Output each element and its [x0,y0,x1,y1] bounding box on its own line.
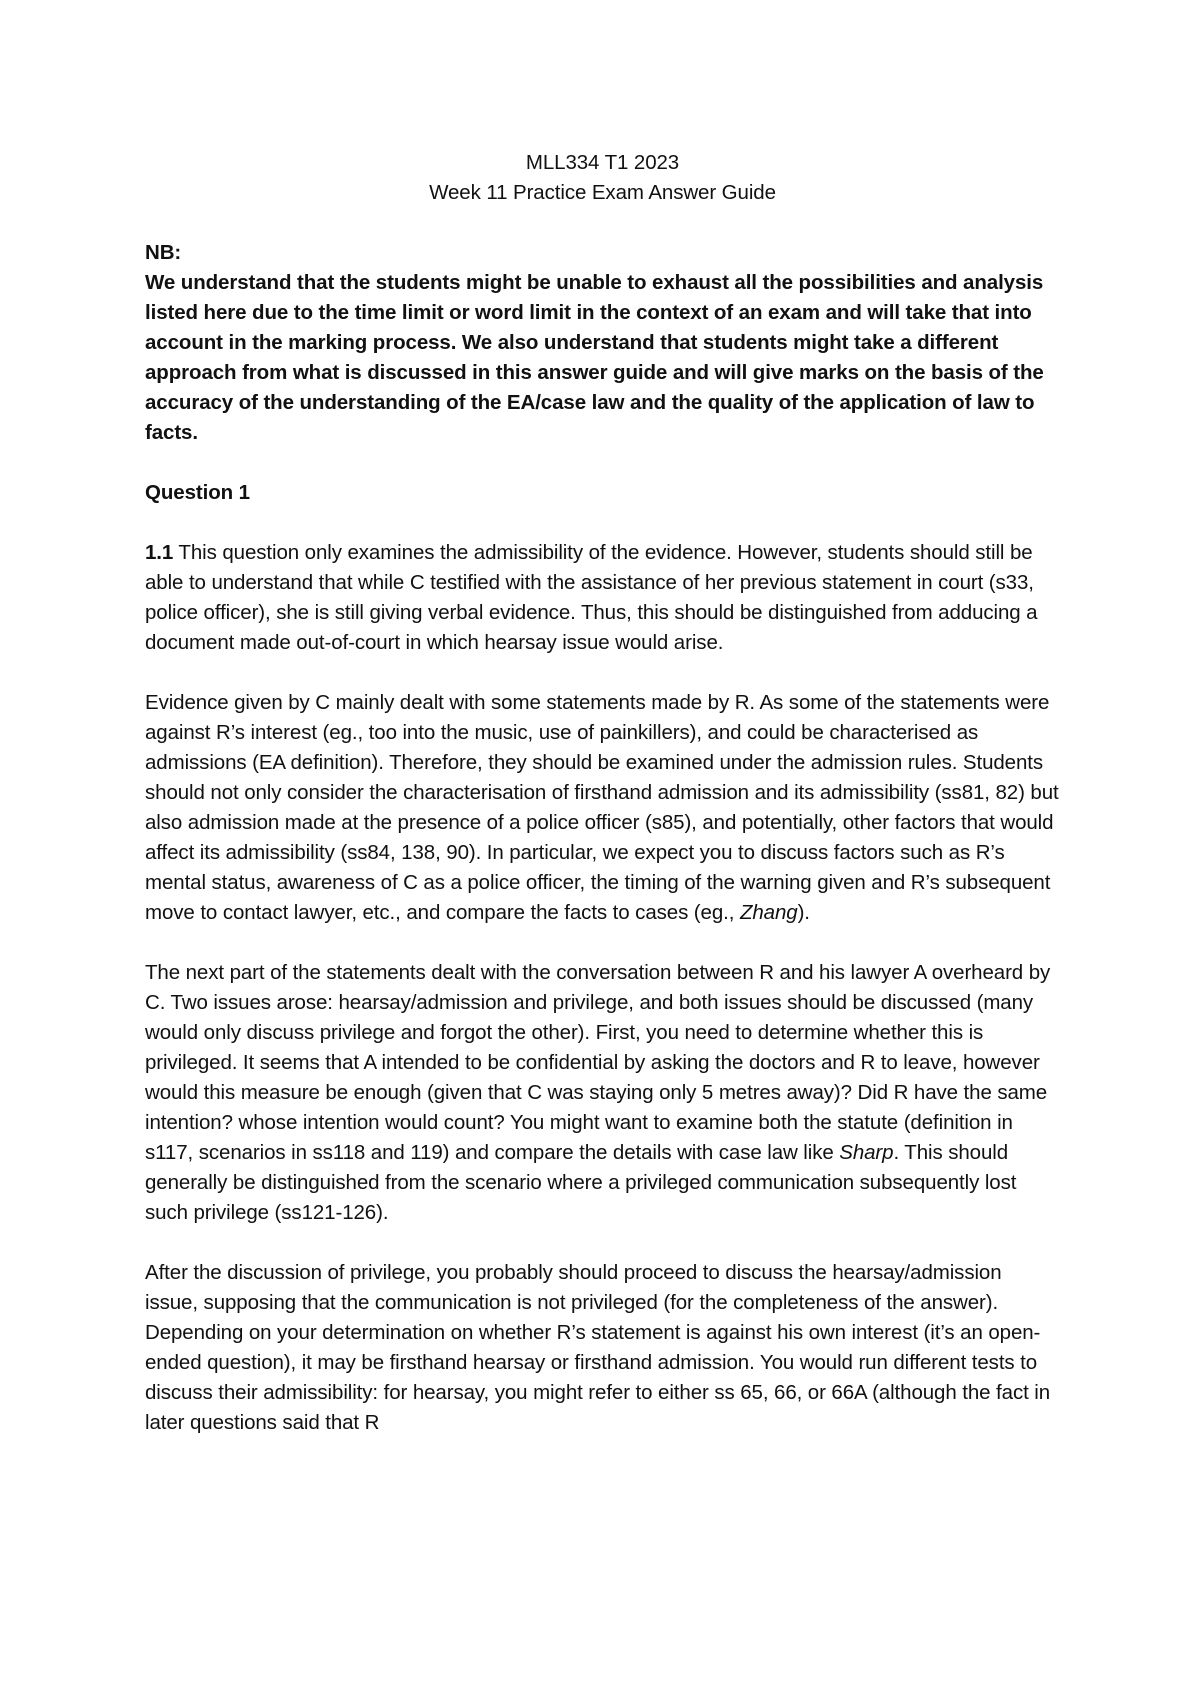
nb-text: We understand that the students might be unable to exhaust all the possibilities and analysis listed here due to the time limit or word limit in the context of an exam and will take that into account in the marking process. We also understand that students might take a different approach from what is discussed in this answer guide and will give marks on the basis of the accuracy of the understanding of the EA/case law and the quality of the application of law to facts. [145,271,1044,444]
paragraph-1-1 [145,538,1060,658]
paragraph-admissions-text: Evidence given by C mainly dealt with some statements made by R. As some of the statements were against R’s interest (eg., too into the music, use of painkillers), and could be characterised as admissions (EA definition). Therefore, they should be examined under the admission rules. Students should not only consider the characterisation of firsthand admission and its admissibility (ss81, 82) but also admission made at the presence of a police officer (s85), and potentially, other factors that would affect its admissibility (ss84, 138, 90). In particular, we expect you to discuss factors such as R’s mental status, awareness of C as a police officer, the timing of the warning given and R’s subsequent move to contact lawyer, etc., and compare the facts to cases (eg., [145,691,1059,924]
question-number-1-1: 1.1 [145,541,174,564]
course-code-title: MLL334 T1 2023 [525,151,680,174]
question-1-heading: Question 1 [145,481,250,504]
paragraph-privilege [145,958,1060,1228]
paragraph-1-1-text: This question only examines the admissibility of the evidence. However, students should still be able to understand that while C testified with the assistance of her previous statement in court (s33, police officer), she is still giving verbal evidence. Thus, this should be distinguished from adducing a document made out-of-court in which hearsay issue would arise. [145,541,1038,654]
paragraph-privilege-text: The next part of the statements dealt with the conversation between R and his lawyer A overheard by C. Two issues arose: hearsay/admission and privilege, and both issues should be discussed (many would only discuss privilege and forgot the other). First, you need to determine whether this is privileged. It seems that A intended to be confidential by asking the doctors and R to leave, however would this measure be enough (given that C was staying only 5 metres away)? Did R have the same intention? whose intention would count? You might want to examine both the statute (definition in s117, scenarios in ss118 and 119) and compare the details with case law like [145,961,1051,1164]
document-title: Week 11 Practice Exam Answer Guide [429,181,776,204]
case-name-zhang: Zhang [739,901,798,924]
case-name-sharp: Sharp [839,1141,894,1164]
document-header [145,148,1060,208]
paragraph-hearsay: After the discussion of privilege, you probably should proceed to discuss the hearsay/admission issue, supposing that the communication is not privileged (for the completeness of the answer). Depending on your determination on whether R’s statement is against his own interest (it’s an open-ended question), it may be firsthand hearsay or firsthand admission. You would run different tests to discuss their admissibility: for hearsay, you might refer to either ss 65, 66, or 66A (although the fact in later questions said that R [145,1261,1051,1434]
paragraph-admissions [145,688,1060,928]
paragraph-privilege-end: . This should generally be distinguished from the scenario where a privileged communication subsequently lost such privilege (ss121-126). [145,1141,1017,1224]
nb-section [145,238,1060,448]
nb-label: NB: [145,241,182,264]
paragraph-admissions-end: ). [797,901,810,924]
